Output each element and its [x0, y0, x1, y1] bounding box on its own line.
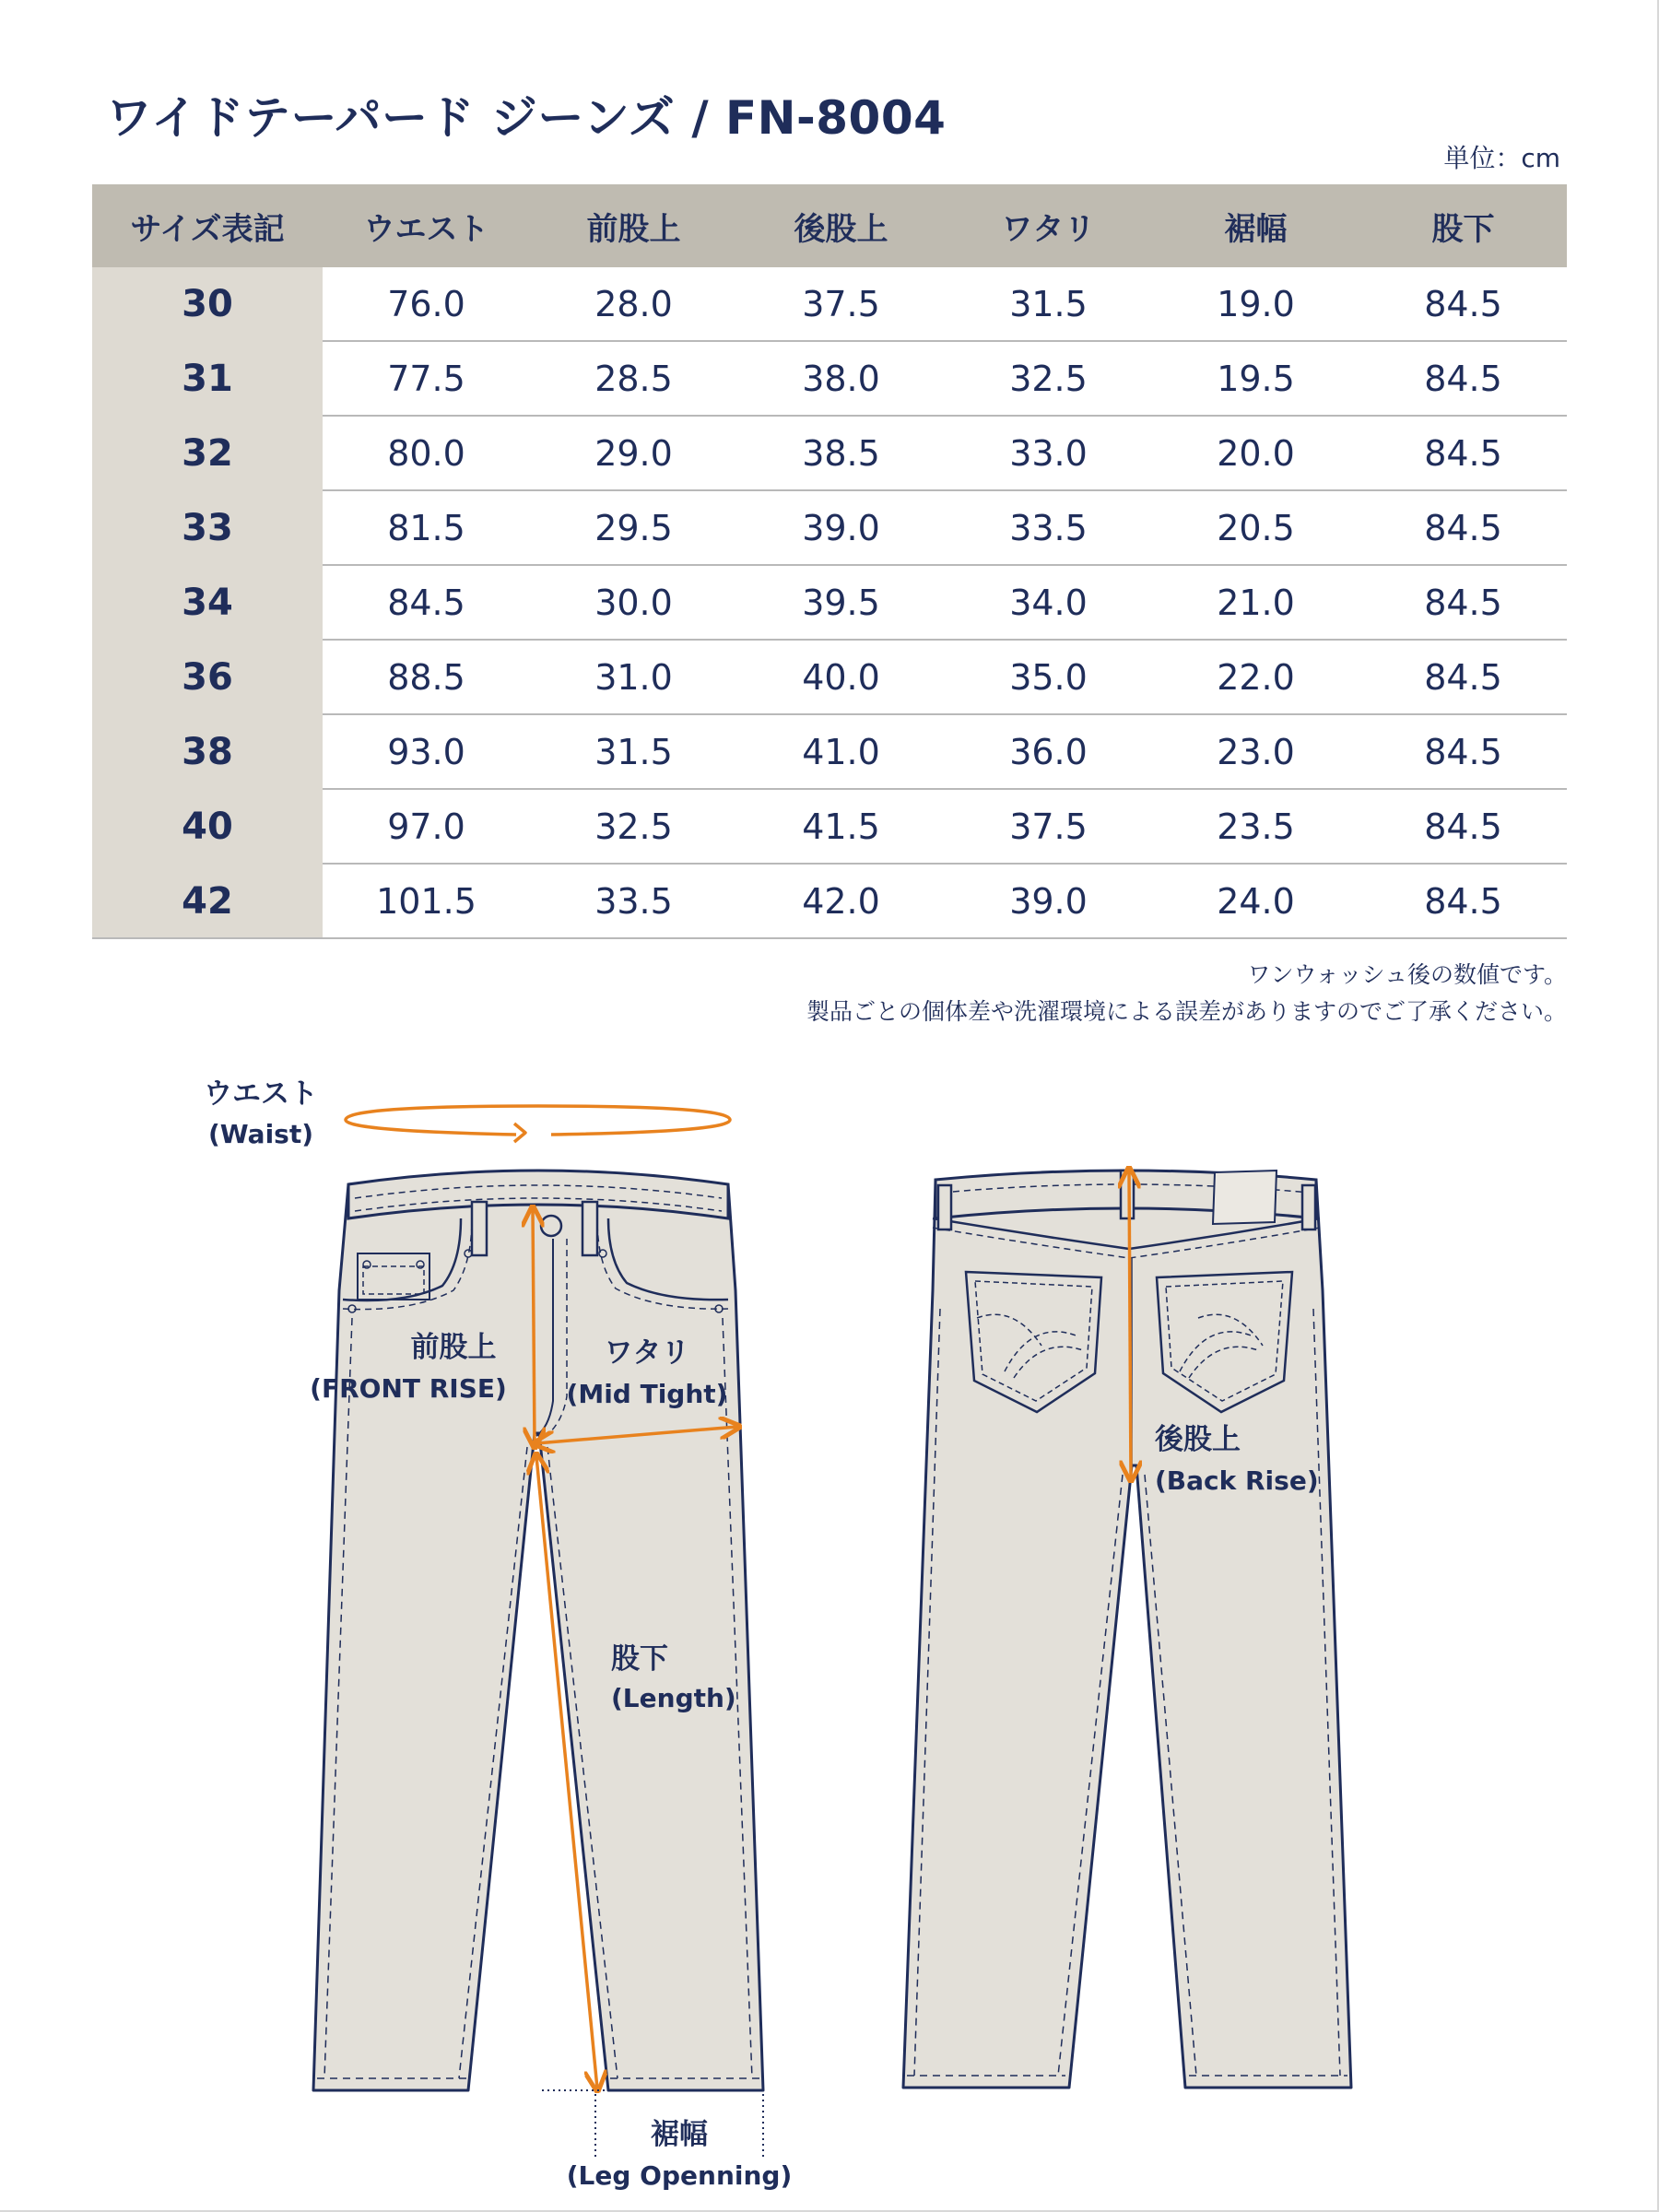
waist-label-jp: ウエスト [204, 1077, 318, 1111]
table-cell: 19.5 [1152, 341, 1359, 416]
table-cell: 93.0 [323, 714, 530, 789]
back-jeans-body [903, 1180, 1351, 2088]
table-cell: 21.0 [1152, 565, 1359, 640]
header-size: サイズ表記 [92, 184, 323, 267]
table-cell: 84.5 [1359, 267, 1567, 341]
table-cell: 28.0 [530, 267, 737, 341]
table-row [92, 714, 1567, 789]
table-cell: 84.5 [1359, 565, 1567, 640]
header-leg-opening: 裾幅 [1152, 184, 1359, 267]
table-cell: 20.5 [1152, 490, 1359, 565]
table-cell: 39.0 [945, 864, 1152, 938]
length-label-en: (Length) [611, 1683, 736, 1713]
table-cell: 33.0 [945, 416, 1152, 490]
table-cell: 36.0 [945, 714, 1152, 789]
table-row [92, 565, 1567, 640]
table-cell: 31.0 [530, 640, 737, 714]
size-cell: 40 [92, 789, 323, 864]
table-cell: 30.0 [530, 565, 737, 640]
button-icon [541, 1216, 561, 1236]
page-title: ワイドテーパード ジーンズ / FN-8004 [106, 91, 947, 145]
table-row [92, 640, 1567, 714]
table-row [92, 864, 1567, 938]
table-cell: 84.5 [1359, 789, 1567, 864]
table-cell: 19.0 [1152, 267, 1359, 341]
table-cell: 34.0 [945, 565, 1152, 640]
header-inseam: 股下 [1359, 184, 1567, 267]
table-cell: 23.0 [1152, 714, 1359, 789]
table-cell: 41.0 [737, 714, 945, 789]
table-cell: 101.5 [323, 864, 530, 938]
front-jeans-illustration [313, 1171, 763, 2090]
table-cell: 38.5 [737, 416, 945, 490]
table-cell: 29.0 [530, 416, 737, 490]
back-jeans-illustration [903, 1171, 1351, 2088]
table-cell: 41.5 [737, 789, 945, 864]
table-cell: 29.5 [530, 490, 737, 565]
table-cell: 32.5 [945, 341, 1152, 416]
back-label-patch [1213, 1171, 1277, 1224]
header-front-rise: 前股上 [530, 184, 737, 267]
header-thigh: ワタリ [945, 184, 1152, 267]
table-cell: 84.5 [1359, 416, 1567, 490]
note-disclaimer: 製品ごとの個体差や洗濯環境による誤差がありますのでご了承ください。 [806, 998, 1567, 1025]
table-cell: 33.5 [530, 864, 737, 938]
size-table [92, 184, 1567, 939]
table-row [92, 789, 1567, 864]
length-label-jp: 股下 [611, 1642, 668, 1676]
table-cell: 39.0 [737, 490, 945, 565]
leg-opening-label-en: (Leg Openning) [566, 2160, 793, 2191]
size-cell: 34 [92, 565, 323, 640]
table-row [92, 341, 1567, 416]
front-rise-label-en: (FRONT RISE) [310, 1373, 507, 1404]
table-cell: 76.0 [323, 267, 530, 341]
front-jeans-body [313, 1184, 763, 2090]
size-cell: 32 [92, 416, 323, 490]
table-cell: 37.5 [945, 789, 1152, 864]
mid-thigh-label-jp: ワタリ [604, 1336, 690, 1370]
table-cell: 38.0 [737, 341, 945, 416]
leg-opening-label-jp: 裾幅 [651, 2118, 708, 2151]
table-cell: 22.0 [1152, 640, 1359, 714]
front-rise-label-jp: 前股上 [410, 1331, 497, 1364]
front-rise-measure-line [533, 1209, 535, 1445]
table-cell: 84.5 [1359, 864, 1567, 938]
table-row [92, 267, 1567, 341]
unit-label: 単位：cm [1443, 143, 1560, 173]
table-cell: 31.5 [530, 714, 737, 789]
table-cell: 84.5 [1359, 341, 1567, 416]
header-back-rise: 後股上 [737, 184, 945, 267]
table-cell: 31.5 [945, 267, 1152, 341]
size-cell: 38 [92, 714, 323, 789]
waist-label-en: (Waist) [207, 1119, 314, 1149]
table-cell: 35.0 [945, 640, 1152, 714]
table-cell: 40.0 [737, 640, 945, 714]
size-cell: 33 [92, 490, 323, 565]
size-cell: 42 [92, 864, 323, 938]
table-cell: 20.0 [1152, 416, 1359, 490]
table-cell: 84.5 [1359, 714, 1567, 789]
size-cell: 36 [92, 640, 323, 714]
table-row [92, 490, 1567, 565]
table-header-row [92, 184, 1567, 267]
table-cell: 24.0 [1152, 864, 1359, 938]
table-cell: 77.5 [323, 341, 530, 416]
back-rise-measure-line [1129, 1171, 1131, 1478]
table-cell: 33.5 [945, 490, 1152, 565]
table-cell: 37.5 [737, 267, 945, 341]
table-cell: 84.5 [1359, 640, 1567, 714]
size-cell: 31 [92, 341, 323, 416]
table-cell: 39.5 [737, 565, 945, 640]
back-rise-label-jp: 後股上 [1155, 1423, 1241, 1456]
size-cell: 30 [92, 267, 323, 341]
table-row [92, 416, 1567, 490]
mid-thigh-label-en: (Mid Tight) [566, 1379, 728, 1409]
table-cell: 28.5 [530, 341, 737, 416]
measurement-diagram [0, 1032, 1659, 2212]
note-wash: ワンウォッシュ後の数値です。 [1247, 961, 1567, 988]
table-cell: 88.5 [323, 640, 530, 714]
table-cell: 23.5 [1152, 789, 1359, 864]
waist-measure-line [346, 1106, 730, 1135]
table-cell: 80.0 [323, 416, 530, 490]
header-waist: ウエスト [323, 184, 530, 267]
table-cell: 42.0 [737, 864, 945, 938]
back-rise-label-en: (Back Rise) [1155, 1465, 1319, 1496]
table-cell: 97.0 [323, 789, 530, 864]
table-cell: 81.5 [323, 490, 530, 565]
table-cell: 84.5 [1359, 490, 1567, 565]
table-cell: 32.5 [530, 789, 737, 864]
table-cell: 84.5 [323, 565, 530, 640]
